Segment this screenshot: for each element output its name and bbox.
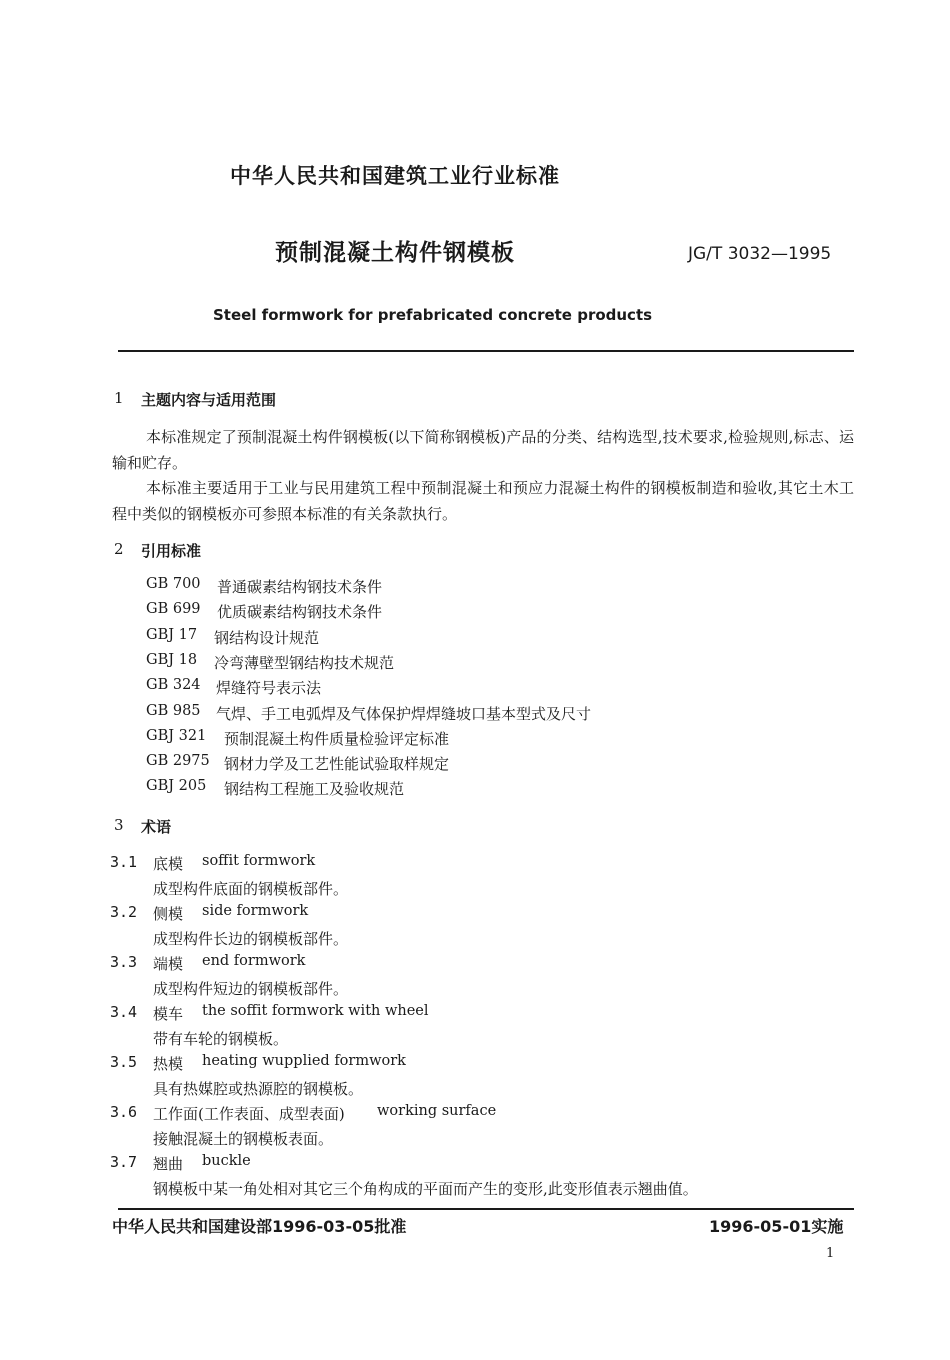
term-definition: 钢模板中某一角处相对其它三个角构成的平面而产生的变形,此变形值表示翘曲值。: [153, 1180, 698, 1198]
reference-code: GB 985: [146, 703, 201, 719]
reference-code: GB 700: [146, 576, 201, 592]
term-number: 3.4: [110, 1003, 138, 1021]
term-definition: 带有车轮的钢模板。: [153, 1030, 289, 1048]
term-definition: 成型构件短边的钢模板部件。: [153, 980, 349, 998]
term-english: end formwork: [202, 953, 306, 969]
footer-divider: [118, 1208, 854, 1210]
term-definition: 成型构件长边的钢模板部件。: [153, 930, 349, 948]
term-english: working surface: [377, 1103, 497, 1119]
standard-code: JG/T 3032—1995: [688, 244, 832, 264]
effective-date: 1996-05-01实施: [709, 1217, 844, 1236]
term-chinese: 热模: [153, 1055, 184, 1073]
reference-title: 预制混凝土构件质量检验评定标准: [224, 730, 450, 748]
section-3-number: 3: [114, 816, 124, 834]
term-number: 3.7: [110, 1153, 138, 1171]
section-1-title: 主题内容与适用范围: [141, 391, 277, 409]
header-organization: 中华人民共和国建筑工业行业标准: [230, 164, 560, 188]
term-chinese: 底模: [153, 855, 184, 873]
section-2-title: 引用标准: [141, 542, 202, 560]
term-definition: 接触混凝土的钢模板表面。: [153, 1130, 334, 1148]
reference-code: GBJ 17: [146, 627, 198, 643]
section-1-paragraph-1: 本标准规定了预制混凝土构件钢模板(以下简称钢模板)产品的分类、结构选型,技术要求,检验规则,标志、运输和贮存。: [112, 428, 854, 472]
approval-statement: 中华人民共和国建设部1996-03-05批准: [112, 1217, 407, 1236]
term-chinese: 翘曲: [153, 1155, 184, 1173]
term-number: 3.6: [110, 1103, 138, 1121]
section-3-title: 术语: [141, 818, 172, 836]
reference-title: 钢材力学及工艺性能试验取样规定: [224, 755, 450, 773]
term-number: 3.2: [110, 903, 138, 921]
header-divider: [118, 350, 854, 352]
reference-title: 气焊、手工电弧焊及气体保护焊焊缝坡口基本型式及尺寸: [216, 705, 592, 723]
reference-code: GBJ 18: [146, 652, 198, 668]
reference-title: 优质碳素结构钢技术条件: [217, 603, 383, 621]
term-number: 3.5: [110, 1053, 138, 1071]
reference-title: 钢结构工程施工及验收规范: [224, 780, 405, 798]
english-title: Steel formwork for prefabricated concrete products: [213, 306, 653, 324]
term-definition: 成型构件底面的钢模板部件。: [153, 880, 349, 898]
term-chinese: 模车: [153, 1005, 184, 1023]
term-english: soffit formwork: [202, 853, 316, 869]
section-1-paragraph-2: 本标准主要适用于工业与民用建筑工程中预制混凝土和预应力混凝土构件的钢模板制造和验收,其它土木工程中类似的钢模板亦可参照本标准的有关条款执行。: [112, 479, 854, 523]
term-number: 3.1: [110, 853, 138, 871]
reference-code: GBJ 321: [146, 728, 207, 744]
section-2-number: 2: [114, 540, 124, 558]
reference-title: 焊缝符号表示法: [216, 679, 322, 697]
section-1-number: 1: [114, 389, 124, 407]
term-english: buckle: [202, 1153, 251, 1169]
reference-code: GBJ 205: [146, 778, 207, 794]
page-number: 1: [826, 1246, 835, 1261]
term-english: side formwork: [202, 903, 309, 919]
reference-title: 普通碳素结构钢技术条件: [217, 578, 383, 596]
reference-code: GB 324: [146, 677, 201, 693]
reference-code: GB 699: [146, 601, 201, 617]
term-chinese: 端模: [153, 955, 184, 973]
term-english: the soffit formwork with wheel: [202, 1003, 429, 1019]
reference-code: GB 2975: [146, 753, 210, 769]
document-title: 预制混凝土构件钢模板: [275, 240, 515, 266]
term-definition: 具有热媒腔或热源腔的钢模板。: [153, 1080, 364, 1098]
term-number: 3.3: [110, 953, 138, 971]
term-chinese: 侧模: [153, 905, 184, 923]
term-english: heating wupplied formwork: [202, 1053, 406, 1069]
term-chinese: 工作面(工作表面、成型表面): [153, 1105, 345, 1123]
reference-title: 钢结构设计规范: [214, 629, 320, 647]
reference-title: 冷弯薄壁型钢结构技术规范: [214, 654, 395, 672]
